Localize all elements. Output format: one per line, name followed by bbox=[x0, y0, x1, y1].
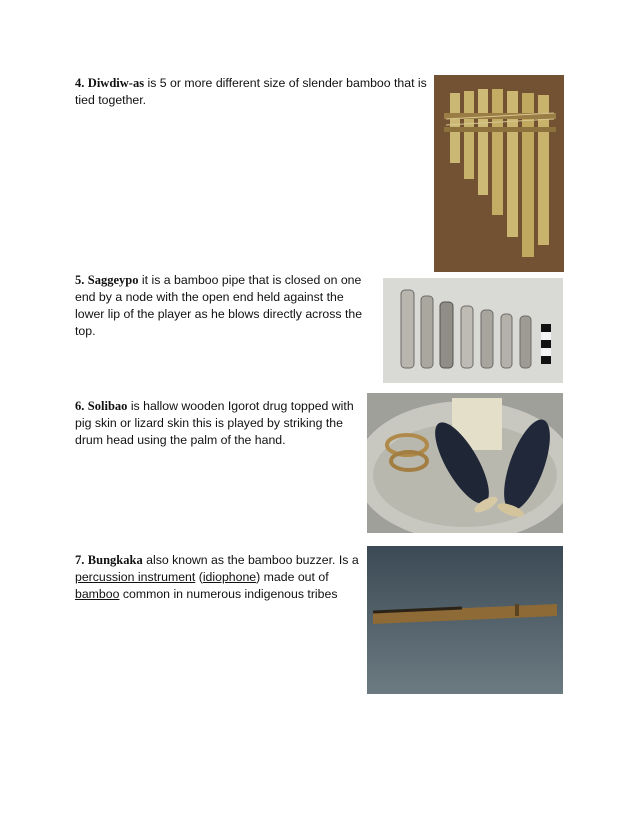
entry-number: 6. bbox=[75, 399, 85, 413]
entry-number: 4. bbox=[75, 76, 85, 90]
entry-description: is hallow wooden Igorot drug topped with pig skin or lizard skin this is played by striking the drum head using the palm of the hand. bbox=[75, 399, 354, 447]
entry-description: is 5 or more different size of slender bamboo that is tied together. bbox=[75, 76, 427, 107]
entry-bungkaka bbox=[75, 552, 365, 603]
entry-solibao bbox=[75, 398, 360, 449]
text-fragment: ) made out of bbox=[256, 570, 329, 584]
entry-description: it is a bamboo pipe that is closed on one end by a node with the open end held against the lower lip of the player as he blows directly across the top. bbox=[75, 273, 363, 338]
entry-diwdiw-as bbox=[75, 75, 430, 109]
saggeypo-photo bbox=[383, 278, 563, 383]
text-fragment: ( bbox=[195, 570, 203, 584]
entry-saggeypo bbox=[75, 272, 375, 340]
instrument-name: Diwdiw-as bbox=[87, 76, 145, 90]
instrument-name: Solibao bbox=[87, 399, 128, 413]
entry-number: 7. bbox=[75, 553, 85, 567]
entry-number: 5. bbox=[75, 273, 85, 287]
bungkaka-photo bbox=[367, 546, 563, 694]
diwdiw-as-photo bbox=[434, 75, 564, 272]
entry-description: also known as the bamboo buzzer. Is a bbox=[142, 553, 359, 567]
percussion-instrument-link[interactable]: percussion instrument bbox=[75, 570, 196, 584]
text-fragment: common in numerous indigenous tribes bbox=[119, 587, 338, 601]
solibao-photo bbox=[367, 393, 563, 533]
instrument-name: Saggeypo bbox=[87, 273, 139, 287]
bamboo-link[interactable]: bamboo bbox=[75, 587, 120, 601]
idiophone-link[interactable]: idiophone bbox=[202, 570, 257, 584]
instrument-name: Bungkaka bbox=[87, 553, 143, 567]
